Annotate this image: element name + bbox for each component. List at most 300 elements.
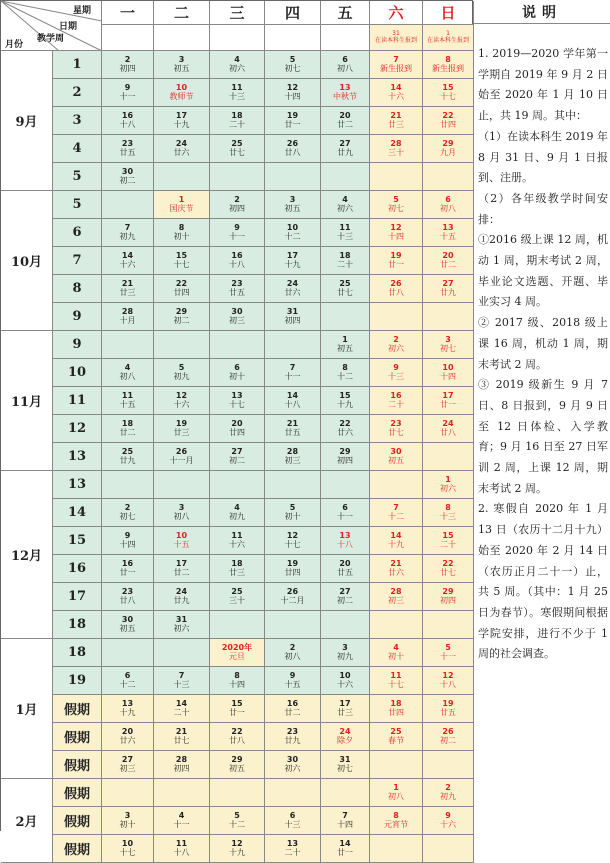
day-cell — [265, 79, 321, 107]
day-cell — [210, 835, 265, 863]
day-cell — [370, 79, 423, 107]
day-number: 30 — [390, 447, 402, 457]
day-number: 9 — [124, 83, 131, 93]
lunar-date: 廿一 — [440, 399, 456, 409]
day-cell — [102, 107, 154, 135]
lunar-date: 十九 — [119, 707, 136, 717]
day-cell — [154, 751, 210, 779]
day-number: 20 — [339, 559, 351, 569]
day-number: 10 — [339, 671, 351, 681]
day-cell — [265, 191, 321, 219]
day-cell — [210, 751, 265, 779]
lunar-date: 初八 — [337, 63, 353, 73]
lunar-date: 廿七 — [173, 735, 190, 745]
lunar-date: 十二 — [388, 511, 404, 521]
lunar-date: 初七 — [388, 203, 404, 213]
lunar-date: 十五 — [440, 231, 456, 241]
lunar-date: 十一 — [119, 91, 136, 101]
day-number: 24 — [175, 139, 188, 149]
lunar-date: 廿五 — [119, 147, 136, 157]
day-cell — [102, 415, 154, 443]
day-cell — [321, 583, 370, 611]
day-cell — [321, 443, 370, 471]
lunar-date: 廿一 — [229, 707, 245, 717]
day-cell — [321, 667, 370, 695]
day-cell — [321, 51, 370, 79]
lunar-date: 十八 — [229, 259, 245, 269]
month-label-cell: 9月 — [1, 51, 53, 191]
day-number: 25 — [231, 139, 243, 149]
day-number: 1 — [178, 195, 185, 205]
lunar-date: 十六 — [388, 91, 404, 101]
day-number: 11 — [339, 223, 351, 233]
day-number: 10 — [175, 83, 188, 93]
lunar-date: 初十 — [119, 819, 136, 829]
day-note: 在读本科生报到 — [374, 36, 417, 44]
day-number: 28 — [121, 307, 134, 317]
lunar-date: 廿九 — [440, 287, 456, 297]
lunar-date: 十一 — [337, 511, 353, 521]
day-number: 8 — [342, 363, 348, 373]
lunar-date: 廿六 — [388, 567, 404, 577]
day-number: 28 — [390, 139, 402, 149]
day-number: 18 — [339, 251, 351, 261]
lunar-date: 初五 — [337, 343, 353, 353]
day-cell — [210, 191, 265, 219]
lunar-date: 十九 — [173, 119, 190, 129]
teaching-week-cell: 16 — [53, 555, 102, 583]
day-number: 15 — [175, 251, 188, 261]
lunar-date: 初七 — [440, 343, 456, 353]
day-cell — [102, 191, 154, 219]
day-number: 27 — [339, 139, 351, 149]
teaching-week-cell: 5 — [53, 191, 102, 219]
day-cell — [154, 51, 210, 79]
day-cell — [370, 247, 423, 275]
day-cell — [265, 471, 321, 499]
lunar-date: 十七 — [173, 259, 190, 269]
lunar-date: 初七 — [337, 763, 353, 773]
day-cell — [370, 51, 423, 79]
day-number: 26 — [286, 587, 299, 597]
day-number: 22 — [442, 111, 454, 121]
lunar-date: 廿一 — [284, 119, 301, 129]
lunar-date: 廿七 — [229, 147, 245, 157]
day-number: 26 — [286, 139, 299, 149]
day-number: 13 — [286, 839, 299, 849]
day-number: 16 — [121, 111, 134, 121]
day-number: 15 — [442, 83, 454, 93]
day-cell — [370, 443, 423, 471]
day-cell — [265, 219, 321, 247]
day-cell — [265, 443, 321, 471]
day-number: 16 — [390, 391, 402, 401]
day-cell — [154, 219, 210, 247]
teaching-week-cell: 假期 — [53, 835, 102, 863]
lunar-date: 二十 — [337, 259, 353, 269]
lunar-date: 十七 — [388, 679, 404, 689]
day-number: 6 — [234, 363, 240, 373]
day-number: 6 — [342, 503, 348, 513]
day-number: 24 — [339, 727, 351, 737]
day-number: 9 — [445, 811, 451, 821]
day-cell — [210, 135, 265, 163]
day-number: 2 — [234, 195, 240, 205]
teaching-week-cell: 13 — [53, 471, 102, 499]
day-cell — [102, 555, 154, 583]
pre-term-day-cell — [423, 25, 474, 51]
day-cell — [154, 275, 210, 303]
lunar-date: 十九 — [284, 259, 301, 269]
day-cell — [423, 415, 474, 443]
day-number: 14 — [121, 251, 134, 261]
day-cell — [265, 331, 321, 359]
day-cell — [154, 611, 210, 639]
day-number: 18 — [121, 419, 134, 429]
day-cell — [265, 695, 321, 723]
day-cell — [154, 191, 210, 219]
lunar-date: 廿八 — [388, 287, 404, 297]
lunar-date: 廿七 — [337, 287, 353, 297]
teaching-week-cell: 假期 — [53, 695, 102, 723]
weekday-header-4: 四 — [265, 1, 321, 25]
lunar-date: 十七 — [284, 539, 301, 549]
lunar-date: 二十 — [229, 119, 245, 129]
month-label-cell: 1月 — [1, 639, 53, 779]
lunar-date: 初九 — [440, 791, 456, 801]
lunar-date: 十八 — [173, 847, 190, 857]
lunar-date: 十六 — [440, 819, 456, 829]
day-cell — [265, 415, 321, 443]
day-cell — [423, 695, 474, 723]
day-number: 8 — [234, 671, 240, 681]
day-cell — [102, 723, 154, 751]
day-cell — [210, 527, 265, 555]
lunar-date: 二十 — [440, 539, 456, 549]
day-cell — [154, 835, 210, 863]
day-cell — [370, 499, 423, 527]
day-cell — [210, 247, 265, 275]
day-cell — [265, 135, 321, 163]
day-cell — [423, 471, 474, 499]
lunar-date: 初二 — [337, 595, 353, 605]
day-cell — [423, 275, 474, 303]
day-number: 3 — [289, 195, 296, 205]
lunar-date: 初八 — [440, 203, 456, 213]
lunar-date: 十六 — [337, 679, 353, 689]
teaching-week-cell: 10 — [53, 359, 102, 387]
lunar-date: 廿二 — [173, 567, 190, 577]
day-cell — [154, 135, 210, 163]
day-number: 3 — [342, 643, 348, 653]
lunar-date: 新生报到 — [380, 63, 412, 73]
day-number: 25 — [231, 587, 243, 597]
day-number: 29 — [442, 587, 454, 597]
day-number: 5 — [234, 811, 240, 821]
day-number: 15 — [339, 391, 351, 401]
lunar-date: 廿五 — [284, 427, 301, 437]
teaching-week-cell: 11 — [53, 387, 102, 415]
day-number: 12 — [286, 83, 299, 93]
day-number: 4 — [234, 503, 240, 513]
day-number: 30 — [121, 167, 134, 177]
lunar-date: 十三 — [440, 511, 456, 521]
day-number: 27 — [339, 587, 351, 597]
day-number: 12 — [286, 531, 299, 541]
day-cell — [321, 247, 370, 275]
day-cell — [423, 163, 474, 191]
day-cell — [210, 779, 265, 807]
note-paragraph: （1）在读本科生 2019 年 8 月 31 日、9 月 1 日报到、注册。 — [478, 129, 608, 185]
day-cell — [321, 275, 370, 303]
day-cell — [265, 359, 321, 387]
day-cell — [265, 667, 321, 695]
day-cell — [321, 639, 370, 667]
day-cell — [321, 219, 370, 247]
day-number: 14 — [390, 83, 402, 93]
day-number: 22 — [442, 559, 454, 569]
day-cell — [102, 611, 154, 639]
day-cell — [154, 695, 210, 723]
lunar-date: 十月 — [119, 315, 136, 325]
day-cell — [423, 555, 474, 583]
weekday-header-5: 五 — [321, 1, 370, 25]
lunar-date: 三十 — [388, 147, 404, 157]
day-cell — [265, 555, 321, 583]
day-number: 24 — [442, 419, 454, 429]
day-number: 31 — [339, 755, 351, 765]
day-cell — [154, 331, 210, 359]
day-cell — [370, 695, 423, 723]
corner-date-label: 日期 — [59, 22, 78, 32]
day-cell — [210, 51, 265, 79]
day-number: 28 — [175, 755, 188, 765]
day-number: 2 — [124, 503, 131, 513]
day-cell — [423, 135, 474, 163]
day-number: 5 — [178, 363, 185, 373]
lunar-date: 十六 — [119, 259, 136, 269]
lunar-date: 初六 — [337, 203, 353, 213]
day-number: 21 — [390, 559, 402, 569]
day-cell — [423, 499, 474, 527]
day-cell — [423, 331, 474, 359]
lunar-date: 十三 — [337, 231, 353, 241]
lunar-date: 十七 — [229, 399, 245, 409]
day-cell — [154, 247, 210, 275]
lunar-date: 国庆节 — [169, 203, 194, 213]
lunar-date: 廿五 — [337, 567, 353, 577]
teaching-week-cell: 12 — [53, 415, 102, 443]
lunar-date: 十四 — [440, 371, 456, 381]
lunar-date: 十四 — [388, 231, 404, 241]
day-cell — [154, 555, 210, 583]
day-cell — [102, 751, 154, 779]
day-number: 14 — [339, 839, 351, 849]
lunar-date: 十二 — [284, 231, 301, 241]
day-cell — [423, 79, 474, 107]
day-number: 21 — [121, 279, 134, 289]
lunar-date: 十二 — [229, 819, 245, 829]
day-number: 2 — [124, 55, 131, 65]
day-number: 19 — [286, 111, 299, 121]
day-cell — [210, 583, 265, 611]
day-cell — [154, 359, 210, 387]
day-number: 17 — [286, 251, 299, 261]
day-number: 19 — [390, 251, 402, 261]
pre-term-day-cell — [370, 25, 423, 51]
lunar-date: 十一 — [173, 819, 190, 829]
day-cell — [370, 835, 423, 863]
lunar-date: 十三 — [284, 819, 301, 829]
teaching-week-cell: 假期 — [53, 807, 102, 835]
day-number: 11 — [231, 83, 243, 93]
day-number: 9 — [289, 671, 296, 681]
day-cell — [423, 611, 474, 639]
lunar-date: 十七 — [440, 91, 456, 101]
day-number: 13 — [231, 391, 243, 401]
day-number: 11 — [231, 531, 243, 541]
day-cell — [321, 191, 370, 219]
lunar-date: 十二 — [119, 679, 136, 689]
lunar-date: 初八 — [388, 791, 404, 801]
lunar-date: 初六 — [440, 483, 456, 493]
teaching-week-cell: 2 — [53, 79, 102, 107]
day-number: 5 — [289, 503, 296, 513]
day-cell — [321, 527, 370, 555]
day-cell — [423, 723, 474, 751]
note-paragraph: （2）各年级教学时间安排： — [478, 191, 608, 226]
day-number: 9 — [124, 531, 131, 541]
teaching-week-cell: 1 — [53, 51, 102, 79]
lunar-date: 初四 — [173, 763, 190, 773]
day-number: 27 — [442, 279, 454, 289]
lunar-date: 初四 — [229, 203, 245, 213]
day-number: 16 — [286, 699, 299, 709]
day-cell — [321, 751, 370, 779]
teaching-week-cell: 3 — [53, 107, 102, 135]
day-number: 18 — [231, 559, 243, 569]
weekday-header-1: 一 — [102, 1, 154, 25]
day-cell — [154, 639, 210, 667]
day-cell — [102, 135, 154, 163]
day-number: 3 — [178, 55, 185, 65]
lunar-date: 十八 — [119, 119, 136, 129]
day-number: 27 — [231, 447, 243, 457]
lunar-date: 十三 — [229, 91, 245, 101]
day-cell — [370, 555, 423, 583]
day-cell — [102, 51, 154, 79]
day-cell — [423, 51, 474, 79]
day-number: 20 — [442, 251, 454, 261]
lunar-date: 初五 — [173, 63, 190, 73]
lunar-date: 初七 — [119, 511, 136, 521]
day-number: 30 — [286, 755, 299, 765]
lunar-date: 三十 — [229, 595, 245, 605]
day-number: 29 — [175, 307, 188, 317]
lunar-date: 初二 — [173, 315, 190, 325]
lunar-date: 九月 — [440, 147, 456, 157]
teaching-week-cell: 假期 — [53, 723, 102, 751]
lunar-date: 十八 — [284, 399, 301, 409]
day-number: 14 — [390, 531, 402, 541]
corner-month-label: 月份 — [5, 40, 24, 50]
day-number: 8 — [445, 55, 451, 65]
lunar-date: 初八 — [284, 651, 301, 661]
day-number: 1 — [445, 475, 451, 485]
lunar-date: 初六 — [284, 763, 301, 773]
teaching-week-cell: 17 — [53, 583, 102, 611]
day-cell — [321, 555, 370, 583]
lunar-date: 初三 — [229, 315, 245, 325]
teaching-week-cell: 8 — [53, 275, 102, 303]
day-cell — [423, 303, 474, 331]
day-cell — [321, 135, 370, 163]
day-number: 15 — [442, 531, 454, 541]
day-cell — [423, 527, 474, 555]
lunar-date: 廿二 — [337, 119, 353, 129]
day-cell — [370, 583, 423, 611]
day-number: 21 — [390, 111, 402, 121]
teaching-week-cell: 4 — [53, 135, 102, 163]
lunar-date: 廿四 — [284, 567, 301, 577]
pre-term-day-cell — [154, 25, 210, 51]
lunar-date: 廿四 — [229, 427, 245, 437]
lunar-date: 初二 — [229, 455, 245, 465]
day-cell — [210, 387, 265, 415]
day-number: 8 — [445, 503, 451, 513]
day-cell — [321, 359, 370, 387]
day-cell — [370, 359, 423, 387]
day-cell — [154, 807, 210, 835]
note-paragraph: ② 2017 级、2018 级上课 16 周，机动 1 周，期末考试 2 周。 — [478, 316, 608, 371]
day-cell — [370, 415, 423, 443]
day-number: 1 — [342, 335, 348, 345]
day-cell — [265, 611, 321, 639]
day-cell — [423, 191, 474, 219]
day-cell — [102, 807, 154, 835]
lunar-date: 廿八 — [119, 595, 136, 605]
day-cell — [210, 695, 265, 723]
lunar-date: 廿八 — [229, 735, 245, 745]
day-number: 4 — [124, 363, 131, 373]
day-number: 22 — [339, 419, 351, 429]
day-number: 10 — [286, 223, 299, 233]
day-number: 19 — [175, 419, 188, 429]
day-cell — [321, 79, 370, 107]
day-cell — [210, 163, 265, 191]
lunar-date: 初三 — [284, 455, 301, 465]
day-cell — [423, 639, 474, 667]
day-number: 11 — [390, 671, 402, 681]
day-cell — [210, 667, 265, 695]
day-number: 4 — [342, 195, 348, 205]
day-cell — [370, 807, 423, 835]
day-number: 13 — [339, 83, 351, 93]
lunar-date: 十九 — [229, 847, 245, 857]
day-number: 23 — [390, 419, 402, 429]
note-paragraph: 1. 2019—2020 学年第一学期自 2019 年 9 月 2 日始至 2020 年 1 月 10 日止，共 19 周。其中： — [478, 47, 608, 123]
teaching-week-cell: 14 — [53, 499, 102, 527]
day-cell — [265, 835, 321, 863]
day-number: 8 — [393, 811, 399, 821]
lunar-date: 廿一 — [337, 847, 353, 857]
lunar-date: 十二月 — [280, 595, 305, 605]
pre-term-day-cell — [102, 25, 154, 51]
day-cell — [265, 387, 321, 415]
lunar-date: 十四 — [229, 679, 245, 689]
day-cell — [210, 807, 265, 835]
day-number: 7 — [342, 811, 348, 821]
